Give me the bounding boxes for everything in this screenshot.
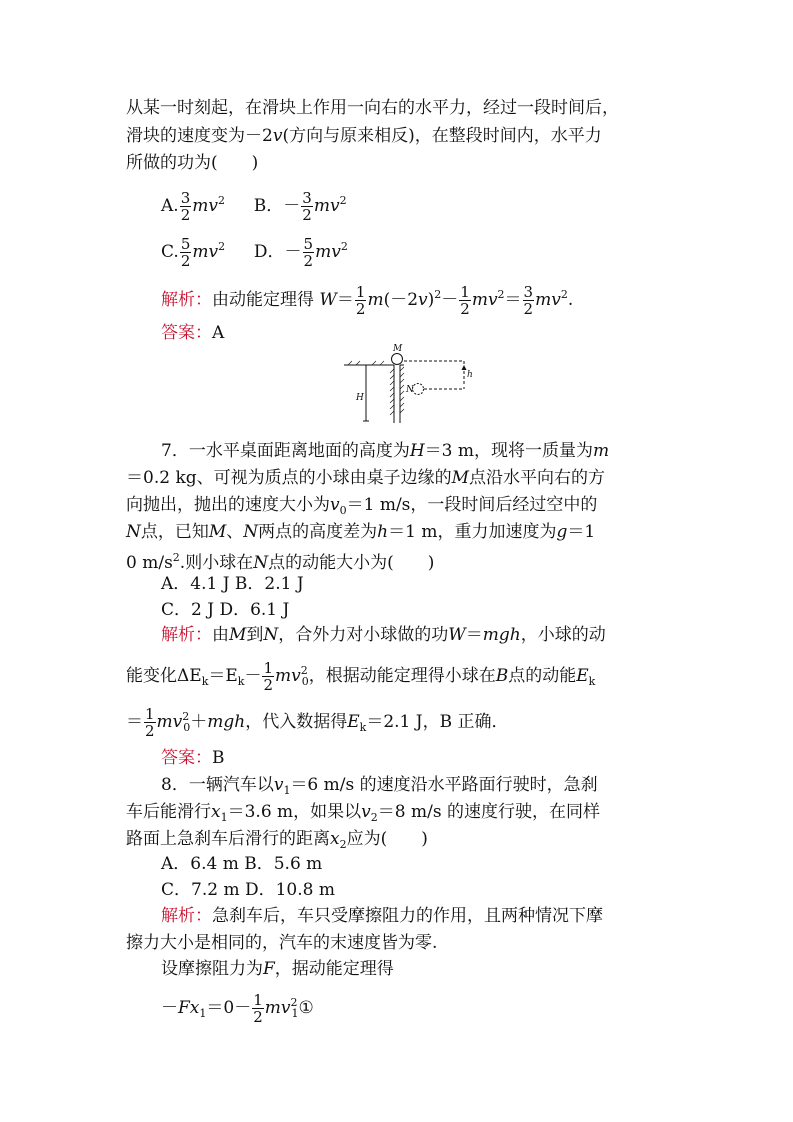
p8-analysis-1: 解析：急刹车后，车只受摩擦阻力的作用，且两种情况下摩 [161,906,603,926]
fraction: $\frac{1}{2}$ [355,283,366,318]
p8-line-2: 车后能滑行$x_1=3.6$ m，如果以$v_2=8$ m/s 的速度行驶，在同样 [126,802,600,824]
fraction: $\frac{1}{2}$ [263,659,273,694]
p6-options-cd: C. $\frac{5}{2}$ $mv^2$ D．－ $\frac{5}{2}$ $mv^2$ [161,235,348,270]
label-n: N [406,385,414,395]
p7-answer: 答案：B [161,748,225,768]
p7-analysis-3: ＝ $\frac{1}{2}$ $mv^2_0+mgh$，代入数据得$E_k=2.1$ J，B 正确． [126,705,509,740]
p6-options-ab: A. $\frac{3}{2}$ $mv^2$ B．－ $\frac{3}{2}$ $mv^2$ [161,189,347,224]
p8-equation-1: $-Fx_1=0-$ $\frac{1}{2}$ $mv^2_1①$ [161,991,314,1026]
p7-line-1: 7．一水平桌面距离地面的高度为H＝3 m，现将一质量为m [161,441,610,461]
table-ball-figure [336,343,486,423]
p8-options-ab: A．6.4 m B．5.6 m [161,854,323,874]
p8-line-1: 8．一辆汽车以$v_1=6$ m/s 的速度沿水平路面行驶时，急刹 [161,775,598,797]
p7-line-5: 0 $m/s^2$.则小球在N点的动能大小为( ) [126,551,435,573]
ball-n-icon [413,384,424,395]
p8-analysis-3: 设摩擦阻力为F，据动能定理得 [161,959,394,979]
fraction: $\frac{1}{2}$ [460,283,470,318]
p6-analysis: 解析：由动能定理得 W＝ $\frac{1}{2}$ $m(-2v)^2-$ $\frac{1}{2}$ $mv^2=$ $\frac{3}{2}$ $mv^2$. [161,283,574,318]
p7-options-ab: A．4.1 J B．2.1 J [161,574,304,594]
p6-question-line: 所做的功为( ) [126,153,259,173]
p7-line-3: 向抛出，抛出的速度大小为$v_0=1$ m/s，一段时间后经过空中的 [126,495,598,517]
p8-line-3: 路面上急刹车后滑行的距离$x_2$应为( ) [126,829,428,851]
fraction: $\frac{1}{2}$ [145,705,155,740]
p6-line-1: 从某一时刻起，在滑块上作用一向右的水平力，经过一段时间后， [126,98,619,118]
p7-line-2: ＝0.2 kg、可视为质点的小球由桌子边缘的M点沿水平向右的方 [126,468,606,488]
p7-analysis-2: 能变化$\Delta E_k=E_k-$ $\frac{1}{2}$ $mv^2_0$，根据动能定理得小球在B点的动能$E_k$ [126,659,596,694]
p6-answer: 答案：A [161,323,225,343]
label-big-h: H [356,393,364,403]
p8-options-cd: C．7.2 m D．10.8 m [161,880,335,900]
fraction: $\frac{3}{2}$ [180,189,191,224]
fraction: $\frac{3}{2}$ [302,189,312,224]
p7-analysis-1: 解析：由M到N，合外力对小球做的功W＝mgh，小球的动 [161,625,606,645]
p8-analysis-2: 擦力大小是相同的，汽车的末速度皆为零. [126,933,438,953]
fraction: $\frac{1}{2}$ [253,991,263,1026]
ball-m-icon [392,354,403,365]
p7-line-4: N点，已知M、N两点的高度差为h＝1 m，重力加速度为g＝1 [126,522,596,542]
label-m: M [393,344,403,354]
fraction: $\frac{5}{2}$ [303,235,314,270]
fraction: $\frac{3}{2}$ [523,283,534,318]
label-small-h: h [467,370,473,380]
p6-line-2: 滑块的速度变为－2v(方向与原来相反)，在整段时间内，水平力 [126,126,602,146]
fraction: $\frac{5}{2}$ [180,235,191,270]
p7-options-cd: C．2 J D．6.1 J [161,600,290,620]
